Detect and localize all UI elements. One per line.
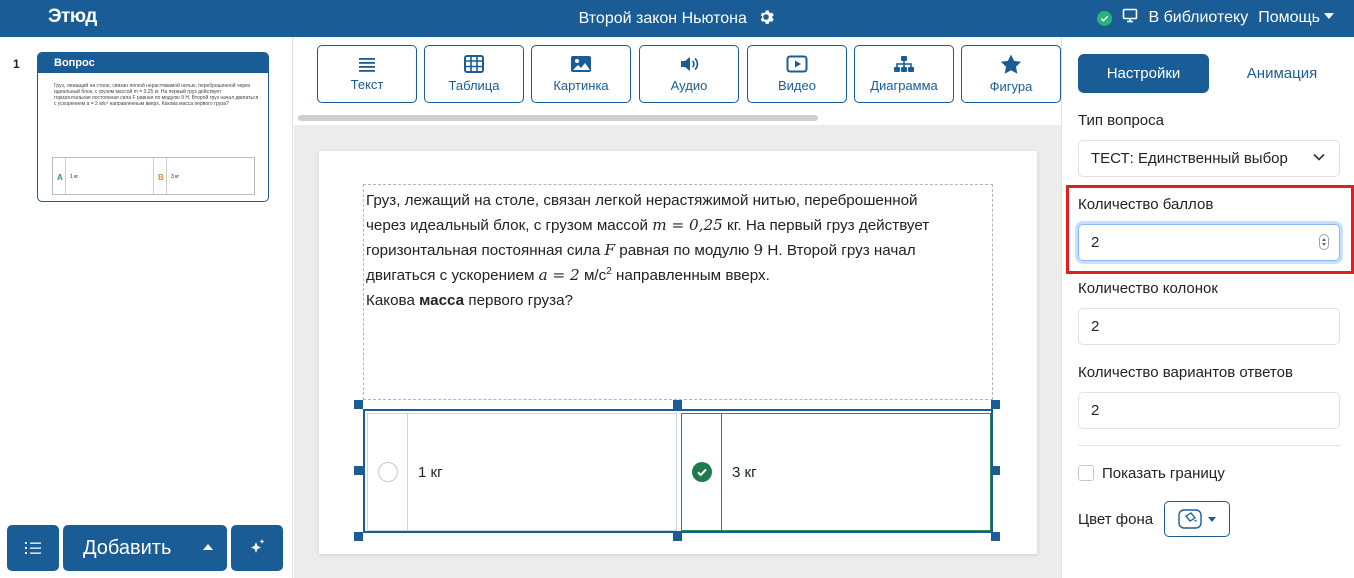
insert-table-label: Таблица <box>448 78 500 93</box>
caret-down-icon <box>1208 517 1216 522</box>
slide-thumbnail-answers <box>52 157 255 195</box>
caret-down-icon <box>1324 13 1334 19</box>
table-icon <box>464 55 484 73</box>
toolbar-scrollbar[interactable] <box>298 115 818 121</box>
math-force: F <box>604 241 616 259</box>
question-line-1: Груз, лежащий на столе, связан легкой нерастяжимой нитью, переброшенной <box>366 192 918 209</box>
question-type-value: ТЕСТ: Единственный выбор <box>1091 150 1288 167</box>
thumb-answer-a <box>53 158 154 194</box>
columns-value: 2 <box>1091 318 1100 335</box>
thumb-answer-letter: B <box>158 173 164 182</box>
bg-color-label: Цвет фона <box>1078 511 1154 528</box>
add-slide-button[interactable] <box>63 525 227 571</box>
resize-handle[interactable] <box>673 532 682 541</box>
answers-block[interactable] <box>363 409 993 533</box>
question-line-4: двигаться с ускорением a = 2 $м/с^2$ направленным вверх. <box>366 265 770 284</box>
sync-status-icon <box>1097 11 1112 26</box>
points-label: Количество баллов <box>1078 196 1214 213</box>
tab-animation[interactable]: Анимация <box>1246 65 1318 82</box>
paint-bucket-icon <box>1178 509 1202 529</box>
app-logo[interactable]: Этюд <box>48 6 97 27</box>
slide-thumbnail-title: Вопрос <box>38 53 268 73</box>
insert-video-label: Видео <box>778 78 816 93</box>
insert-video-button[interactable] <box>747 45 847 103</box>
show-border-label[interactable]: Показать границу <box>1102 465 1225 482</box>
answer-option-2[interactable] <box>681 413 991 531</box>
options-count-label: Количество вариантов ответов <box>1078 364 1293 381</box>
insert-text-button[interactable] <box>317 45 417 103</box>
insert-toolbar <box>294 37 1061 125</box>
thumb-answer-value: 1 кг <box>70 174 79 180</box>
question-text-box[interactable] <box>363 184 993 400</box>
document-title-text[interactable]: Второй закон Ньютона <box>578 10 747 27</box>
insert-shape-label: Фигура <box>989 79 1033 94</box>
math-acceleration: a = 2 <box>538 266 580 284</box>
resize-handle[interactable] <box>991 400 1000 409</box>
gear-icon[interactable] <box>759 9 775 30</box>
top-bar <box>0 0 1354 37</box>
answer-option-1[interactable] <box>367 413 677 531</box>
resize-handle[interactable] <box>991 532 1000 541</box>
bg-color-button[interactable] <box>1164 501 1230 537</box>
sparkles-icon <box>247 538 267 558</box>
add-slide-label: Добавить <box>83 536 172 559</box>
resize-handle[interactable] <box>991 466 1000 475</box>
radio-icon[interactable] <box>378 462 398 482</box>
monitor-icon[interactable] <box>1122 8 1138 28</box>
insert-table-button[interactable] <box>424 45 524 103</box>
insert-audio-button[interactable] <box>639 45 739 103</box>
settings-panel <box>1061 37 1354 578</box>
slides-panel <box>0 37 293 578</box>
audio-icon <box>679 55 699 73</box>
insert-image-button[interactable] <box>531 45 631 103</box>
tab-settings[interactable]: Настройки <box>1078 54 1209 93</box>
slide-thumbnail-text: Груз, лежащий на столе, связан легкой нерастяжимой нитью, переброшенной через идеальный блок, с грузом массой m = 0,25 кг. На первый груз действует горизонтальная постоянная сила F равная по модулю 9 Н. Второй груз начал двигаться с ускорением a = 2 м/с² направленным вверх. Какова масса первого груза? <box>54 83 259 107</box>
chevron-down-icon <box>1313 153 1325 161</box>
points-highlight-box <box>1066 185 1354 274</box>
top-right-controls <box>1097 8 1334 28</box>
question-bold-word: масса <box>419 292 465 309</box>
caret-up-icon <box>203 544 213 550</box>
diagram-icon <box>893 55 915 73</box>
answer-value[interactable]: 3 кг <box>732 464 757 481</box>
resize-handle[interactable] <box>673 400 682 409</box>
resize-handle[interactable] <box>354 532 363 541</box>
resize-handle[interactable] <box>354 400 363 409</box>
insert-diagram-button[interactable] <box>854 45 954 103</box>
insert-image-label: Картинка <box>553 78 609 93</box>
text-lines-icon <box>358 56 376 72</box>
question-type-label: Тип вопроса <box>1078 112 1164 129</box>
insert-shape-button[interactable] <box>961 45 1061 103</box>
question-line-5: Какова масса первого груза? <box>366 292 573 309</box>
correct-check-icon[interactable] <box>692 462 712 482</box>
math-mass: m = 0,25 <box>652 216 723 234</box>
insert-diagram-label: Диаграмма <box>870 78 938 93</box>
insert-audio-label: Аудио <box>670 78 708 93</box>
list-icon <box>24 540 42 556</box>
columns-input[interactable] <box>1078 308 1340 345</box>
slide-list-button[interactable] <box>7 525 59 571</box>
image-icon <box>570 55 592 73</box>
ai-magic-button[interactable] <box>231 525 283 571</box>
library-link[interactable]: В библиотеку <box>1148 9 1249 26</box>
options-count-value: 2 <box>1091 402 1100 419</box>
help-menu[interactable] <box>1258 9 1334 27</box>
answer-marker <box>368 414 408 530</box>
slide-canvas[interactable] <box>319 151 1037 554</box>
star-icon <box>1000 54 1022 74</box>
answer-value[interactable]: 1 кг <box>418 464 443 481</box>
question-line-2: через идеальный блок, с грузом массой m = 0,25 кг. На первый груз действует <box>366 216 930 234</box>
points-value: 2 <box>1091 234 1100 251</box>
slide-number: 1 <box>13 57 20 71</box>
insert-text-label: Текст <box>350 77 384 92</box>
thumb-answer-letter: A <box>57 173 63 182</box>
video-icon <box>786 55 808 73</box>
show-border-checkbox[interactable] <box>1078 465 1094 481</box>
question-type-select[interactable] <box>1078 140 1340 177</box>
thumb-answer-b <box>154 158 254 194</box>
editor-area <box>294 37 1061 578</box>
slide-thumbnail[interactable] <box>37 52 269 202</box>
options-count-input[interactable] <box>1078 392 1340 429</box>
math-force-value: 9 <box>753 241 764 259</box>
settings-divider <box>1078 445 1340 446</box>
thumb-answer-value: 3 кг <box>171 174 180 180</box>
answer-marker <box>682 414 722 530</box>
question-line-3: горизонтальная постоянная сила F равная по модулю 9 Н. Второй груз начал <box>366 241 916 259</box>
resize-handle[interactable] <box>354 466 363 475</box>
columns-label: Количество колонок <box>1078 280 1218 297</box>
slides-bottom-tools <box>7 525 283 571</box>
help-menu-label: Помощь <box>1258 9 1320 26</box>
